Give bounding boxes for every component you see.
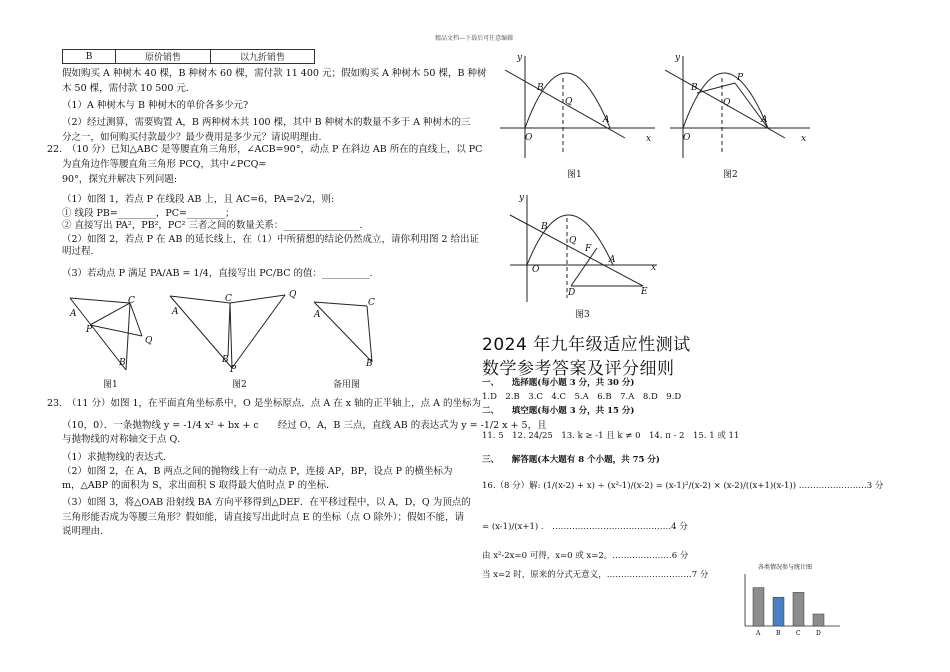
point-label: B [366, 359, 373, 369]
point-label: C [368, 298, 375, 308]
graph-caption: 图2 [723, 170, 738, 180]
svg-text:Q: Q [565, 97, 573, 107]
point-label: Q [289, 290, 297, 300]
text-line: 22. （10 分）已知△ABC 是等腰直角三角形，∠ACB=90°，动点 P 在斜边 AB 所在的直线上，以 PC [47, 144, 483, 155]
parabola-graph-2 [665, 48, 835, 168]
text-line: （1）如图 1，若点 P 在线段 AB 上，且 AC=6，PA=2√2，则: [62, 194, 335, 205]
text-line: （3）如图 3，将△OAB 沿射线 BA 方向平移得到△DEF．在平移过程中，以 A，D，Q 为顶点的 [62, 497, 471, 508]
text-line: ② 直接写出 PA²，PB²，PC² 三者之间的数量关系：________________. [62, 220, 363, 231]
point-label: B [119, 358, 126, 368]
q23-block [47, 397, 547, 539]
bar [773, 597, 784, 626]
section2-heading: 二、 填空题(每小题 3 分，共 15 分) [482, 406, 635, 416]
q16-line1: 16.（8 分）解: (1/(x-2) + x) ÷ (x²-1)/(x-2) = (x-1)²/(x-2) × (x-2)/((x+1)(x-1)) ……………………3 分 [482, 481, 884, 491]
text-line: 假如购买 A 种树木 40 棵，B 种树木 60 棵，需付款 11 400 元；假如购买 A 种树木 50 棵，B 种树 [62, 68, 487, 79]
text-line: （2）如图 2，若点 P 在 AB 的延长线上，在（1）中所猜想的结论仍然成立，请你利用图 2 给出证 [62, 234, 480, 245]
section3-heading: 三、 解答题(本大题有 8 个小题，共 75 分) [482, 455, 660, 465]
tick-label: D [816, 630, 821, 637]
point-label: A [70, 309, 77, 319]
text-line: 23. （11 分）如图 1，在平面直角坐标系中，O 是坐标原点．点 A 在 x 轴的正半轴上，点 A 的坐标为 [47, 398, 482, 409]
svg-text:E: E [641, 287, 648, 297]
svg-text:A: A [603, 115, 610, 125]
triangle-fig1 [70, 298, 142, 370]
answer-title-line2: 数学参考答案及评分细则 [482, 359, 675, 379]
svg-text:B: B [537, 83, 544, 93]
svg-text:A: A [761, 115, 768, 125]
text-line: 三角形能否成为等腰三角形？假如能，请直接写出此时点 E 的坐标（点 O 除外）；假如不能，请 [62, 512, 465, 523]
point-label: P [86, 325, 93, 335]
svg-text:Q: Q [723, 98, 731, 108]
tick-label: C [796, 630, 801, 637]
svg-text:D: D [568, 288, 576, 298]
text-line: （1）求抛物线的表达式． [62, 452, 173, 463]
svg-text:x: x [801, 134, 807, 144]
table-cell: B [63, 50, 116, 64]
text-line: （2）经过测算，需要购置 A，B 两种树木共 100 棵，其中 B 种树木的数量不多于 A 种树木的三 [62, 117, 471, 128]
graph-caption: 图1 [567, 170, 582, 180]
text-line: ① 线段 PB=________，PC=________； [62, 208, 235, 219]
svg-text:O: O [683, 133, 691, 143]
point-label: P [230, 365, 237, 375]
text-line: 说明理由. [62, 526, 104, 537]
point-label: A [314, 310, 321, 320]
text-line: （3）若动点 P 满足 PA/AB = 1/4，直接写出 PC/BC 的值：__________. [62, 268, 373, 279]
triangle-figures [60, 290, 405, 390]
price-table [62, 49, 315, 64]
section2-answers: 11. 5 12. 24/25 13. k ≥ -1 且 k ≠ 0 14. π - 2 15. 1 或 11 [482, 431, 740, 441]
text-line: （10，0）．一条抛物线 y = -1/4 x² + bx + c 经过 O，A，B 三点，直线 AB 的表达式为 y = -1/2 x + 5，且 [62, 420, 547, 431]
bar [793, 592, 804, 626]
text-line: 木 50 棵，需付款 10 500 元. [62, 83, 189, 94]
bar [753, 588, 764, 626]
q16-line4: 当 x=2 时，原来的分式无意义，…………………………7 分 [482, 570, 709, 580]
section1-answers: 1.D 2.B 3.C 4.C 5.A 6.B 7.A 8.D 9.D [482, 392, 682, 402]
q16-line3: 由 x²-2x=0 可得，x=0 或 x=2。…………………6 分 [482, 551, 689, 561]
q16-line2: = (x-1)/(x+1) . ……………………………………4 分 [482, 522, 688, 532]
tick-label: B [776, 630, 781, 637]
svg-text:B: B [691, 83, 698, 93]
point-label: C [225, 294, 232, 304]
bar [813, 614, 824, 626]
figure-caption: 备用图 [333, 380, 361, 390]
svg-text:P: P [737, 73, 744, 83]
q21-block [62, 67, 486, 146]
point-label: B [222, 355, 229, 365]
svg-text:y: y [675, 53, 681, 63]
text-line: 与抛物线的对称轴交于点 Q． [62, 434, 187, 445]
answer-title-line1: 2024 年九年级适应性测试 [482, 335, 691, 355]
page-header: 精品文档---下载后可任意编辑 [435, 35, 514, 42]
svg-text:y: y [519, 193, 525, 203]
svg-text:F: F [585, 244, 592, 254]
q22-block [47, 143, 482, 281]
svg-text:Q: Q [569, 236, 577, 246]
point-label: A [172, 307, 179, 317]
mini-chart-title: 各类情况参与统计图 [758, 564, 813, 571]
section1-heading: 一、 选择题(每小题 3 分，共 30 分) [482, 378, 635, 388]
text-line: m，△ABP 的面积为 S，求出面积 S 取得最大值时点 P 的坐标． [62, 480, 336, 491]
svg-text:O: O [532, 265, 540, 275]
graph-caption: 图3 [575, 310, 590, 320]
svg-text:O: O [525, 133, 533, 143]
svg-text:B: B [541, 222, 548, 232]
text-line: 90°，探究并解决下列问题: [62, 174, 178, 185]
svg-text:A: A [609, 255, 616, 265]
table-cell: 以九折销售 [211, 50, 315, 64]
triangle-spare [314, 302, 372, 362]
svg-text:x: x [651, 263, 657, 273]
figure-caption: 图2 [232, 380, 247, 390]
point-label: C [128, 296, 135, 306]
table-cell: 原价销售 [116, 50, 211, 64]
text-line: （1）A 种树木与 B 种树木的单价各多少元? [62, 100, 249, 111]
svg-text:x: x [646, 134, 652, 144]
mini-bar-chart [735, 570, 845, 638]
text-line: 明过程. [62, 246, 94, 257]
parabola-graph-3 [505, 190, 665, 308]
parabola-graph-1 [495, 48, 665, 168]
text-line: 分之一，如何购买付款最少？最少费用是多少元？请说明理由. [62, 132, 322, 143]
tick-label: A [756, 630, 761, 637]
figure-caption: 图1 [103, 380, 118, 390]
text-line: 为直角边作等腰直角三角形 PCQ，其中∠PCQ= [62, 159, 267, 170]
svg-text:y: y [517, 53, 523, 63]
text-line: （2）如图 2，在 A，B 两点之间的抛物线上有一动点 P，连接 AP，BP，设点 P 的横坐标为 [62, 466, 453, 477]
point-label: Q [145, 336, 153, 346]
